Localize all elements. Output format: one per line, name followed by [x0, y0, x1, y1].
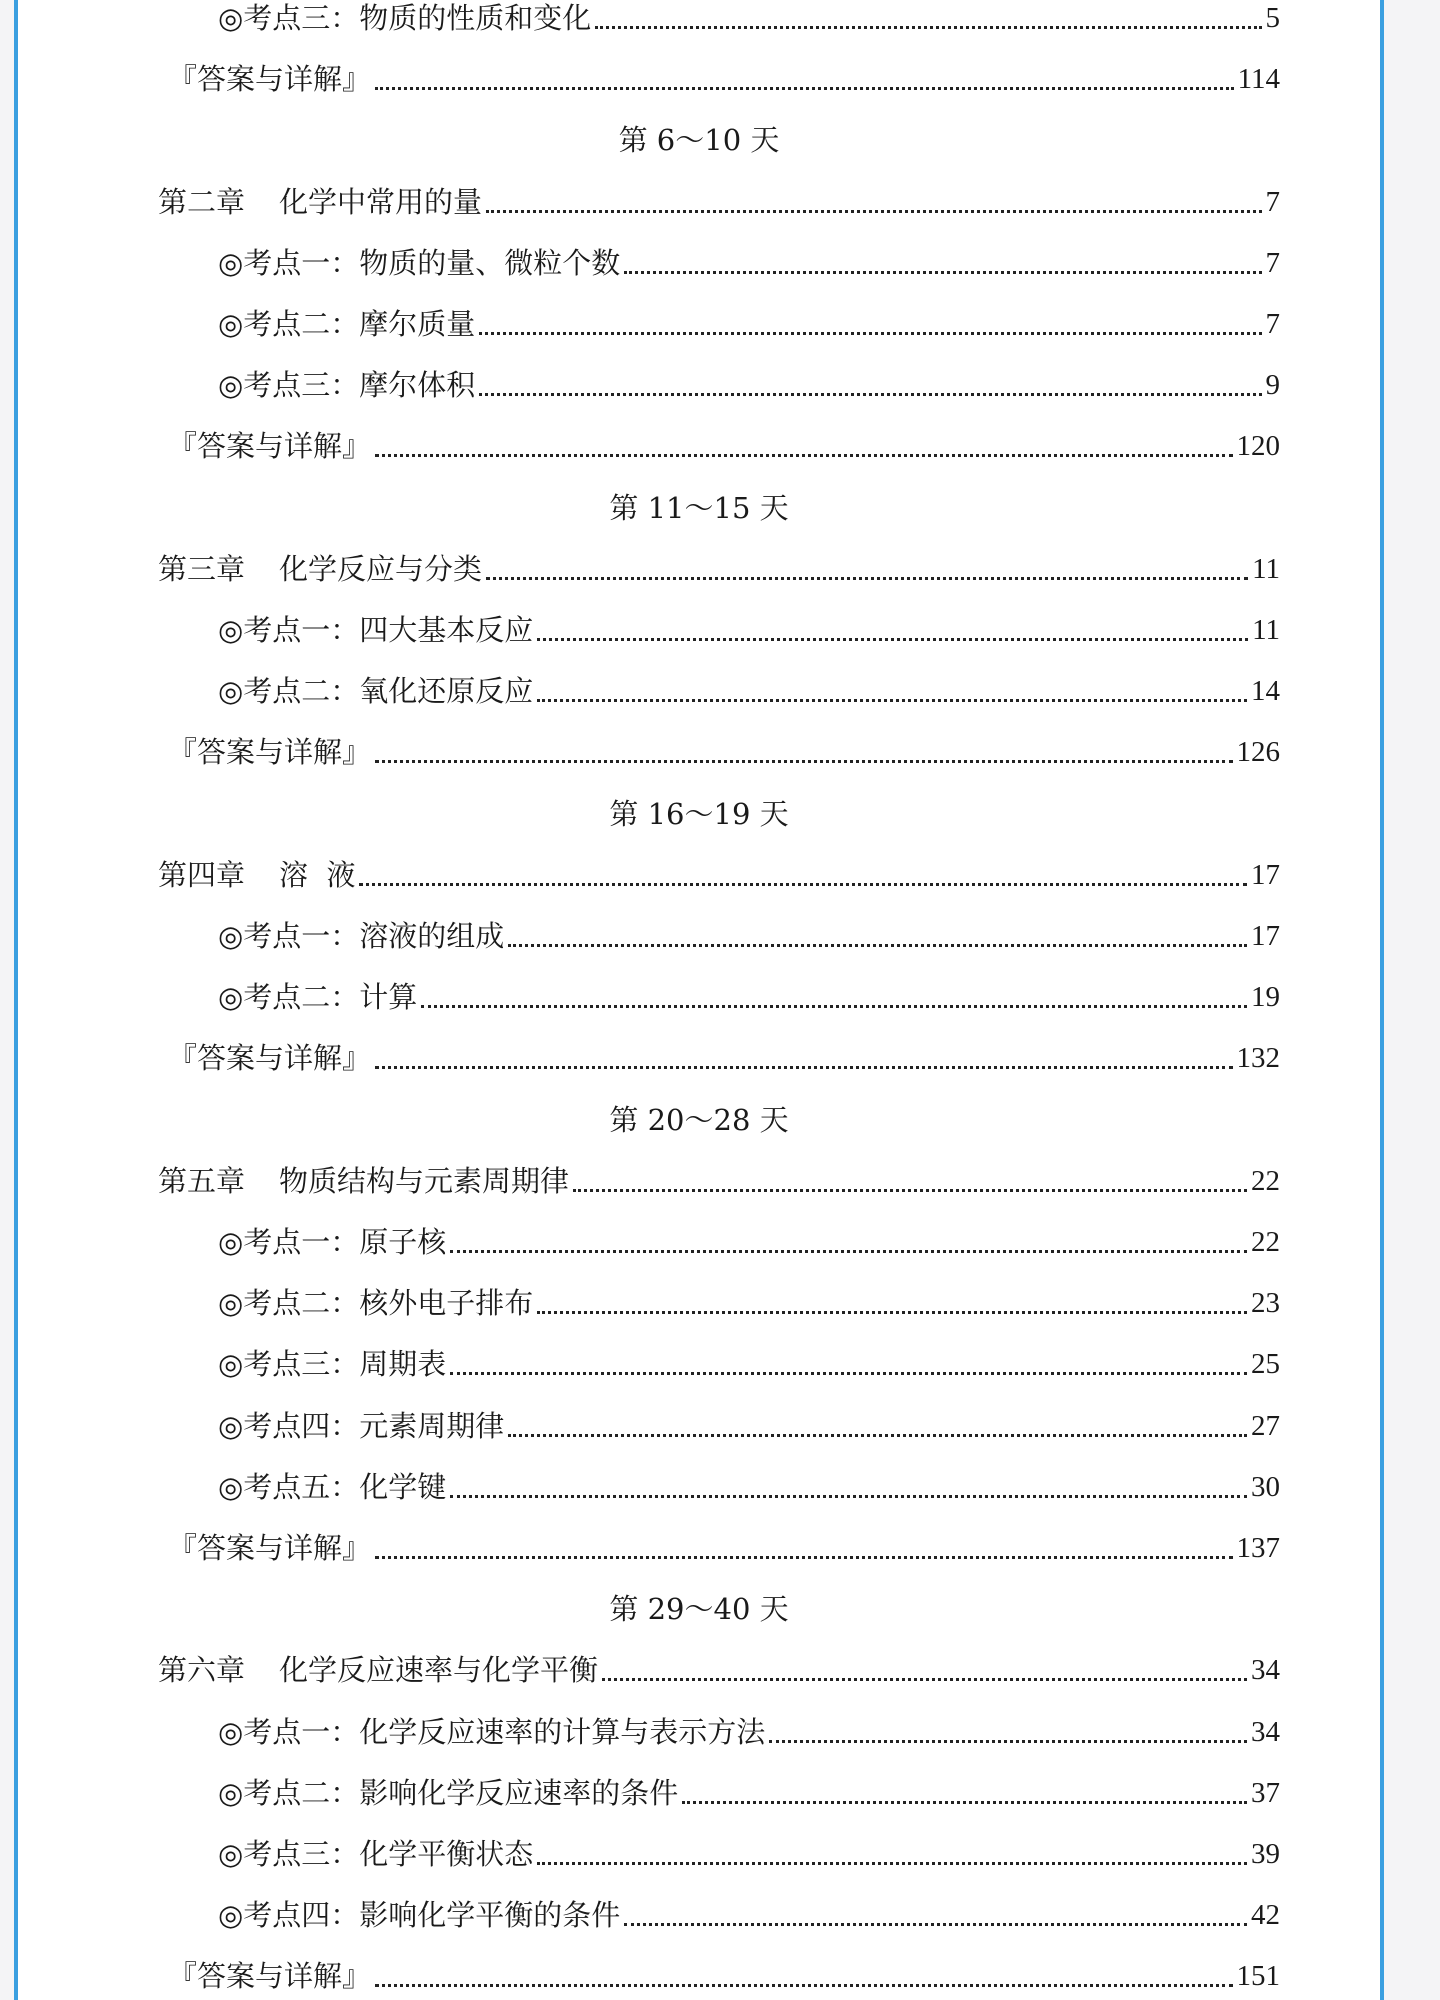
toc-point-entry[interactable]	[218, 304, 1280, 344]
toc-point-entry[interactable]	[218, 1467, 1280, 1507]
page-number: 39	[1251, 1838, 1280, 1870]
point-label: ◎考点三：周期表	[218, 1347, 447, 1382]
point-label: ◎考点二：计算	[218, 980, 418, 1015]
point-label: ◎考点五：化学键	[218, 1469, 447, 1504]
leader-dots	[486, 577, 1248, 580]
point-label: ◎考点一：原子核	[218, 1225, 447, 1259]
chapter-number: 第二章	[158, 184, 246, 219]
leader-dots	[375, 87, 1234, 90]
page-number: 42	[1251, 1899, 1280, 1932]
leader-dots	[450, 1372, 1247, 1375]
answer-label: 『答案与详解』	[168, 735, 372, 770]
page-number: 17	[1251, 920, 1280, 952]
page-number: 114	[1237, 63, 1280, 96]
leader-dots	[486, 210, 1261, 213]
page-number: 34	[1251, 1654, 1280, 1687]
page-number: 34	[1251, 1715, 1280, 1748]
answer-label: 『答案与详解』	[168, 1531, 372, 1565]
leader-dots	[624, 1923, 1247, 1926]
leader-dots	[537, 699, 1247, 702]
page-number: 19	[1251, 981, 1280, 1014]
toc-point-entry[interactable]	[218, 1895, 1280, 1935]
point-label: ◎考点二：氧化还原反应	[218, 674, 534, 709]
leader-dots	[479, 393, 1261, 396]
toc-chapter-entry[interactable]	[158, 1650, 1280, 1690]
page-number: 7	[1265, 308, 1280, 340]
leader-dots	[375, 454, 1232, 457]
chapter-number: 第三章	[158, 551, 246, 586]
day-range-heading: 第 6～10 天	[618, 123, 780, 158]
page-number: 132	[1236, 1042, 1280, 1075]
toc-point-entry[interactable]	[218, 365, 1280, 405]
page-number: 11	[1252, 552, 1280, 585]
point-label: ◎考点三：化学平衡状态	[218, 1837, 534, 1871]
chapter-number: 第四章	[158, 857, 246, 892]
point-label: ◎考点一：四大基本反应	[218, 613, 534, 647]
leader-dots	[573, 1189, 1247, 1192]
leader-dots	[421, 1005, 1247, 1008]
leader-dots	[508, 944, 1247, 947]
page-number: 5	[1265, 2, 1280, 34]
point-label: ◎考点一：物质的量、微粒个数	[218, 245, 621, 280]
toc-answer-entry[interactable]	[168, 732, 1280, 772]
page-number: 37	[1251, 1776, 1280, 1809]
page-number: 22	[1251, 1226, 1280, 1258]
chapter-title: 溶 液	[279, 857, 356, 892]
day-range-heading: 第 11～15 天	[609, 490, 789, 525]
toc-chapter-entry[interactable]	[158, 182, 1280, 222]
toc-point-entry[interactable]	[218, 1712, 1280, 1752]
leader-dots	[769, 1740, 1247, 1743]
page-number: 9	[1265, 369, 1280, 402]
toc-point-entry[interactable]	[218, 1283, 1280, 1323]
leader-dots	[537, 1862, 1247, 1865]
chapter-label	[158, 1650, 598, 1690]
point-label: ◎考点四：元素周期律	[218, 1408, 505, 1443]
page-number: 120	[1236, 430, 1280, 463]
chapter-title: 化学中常用的量	[279, 184, 483, 219]
page-number: 23	[1251, 1287, 1280, 1320]
chapter-title: 化学反应速率与化学平衡	[279, 1653, 599, 1688]
point-label: ◎考点二：核外电子排布	[218, 1286, 534, 1321]
document-page	[14, 0, 1384, 2000]
toc-answer-entry[interactable]	[168, 426, 1280, 466]
leader-dots	[375, 1556, 1232, 1559]
chapter-label	[158, 855, 355, 895]
toc-chapter-entry[interactable]	[158, 855, 1280, 895]
page-number: 11	[1252, 614, 1280, 646]
leader-dots	[359, 883, 1247, 886]
page-number: 126	[1236, 736, 1280, 769]
toc-point-entry[interactable]	[218, 243, 1280, 283]
toc-answer-entry[interactable]	[168, 1956, 1280, 1996]
page-number: 22	[1251, 1164, 1280, 1197]
leader-dots	[624, 271, 1261, 274]
page-number: 7	[1265, 185, 1280, 218]
toc-point-entry[interactable]	[218, 610, 1280, 650]
leader-dots	[375, 1066, 1232, 1069]
leader-dots	[602, 1678, 1247, 1681]
chapter-label	[158, 1161, 569, 1201]
page-number: 7	[1265, 246, 1280, 279]
chapter-title: 化学反应与分类	[279, 551, 483, 586]
point-label: ◎考点三：物质的性质和变化	[218, 1, 592, 35]
toc-point-entry[interactable]	[218, 1344, 1280, 1384]
leader-dots	[450, 1250, 1247, 1253]
day-range-heading: 第 16～19 天	[609, 796, 789, 831]
page-number: 25	[1251, 1348, 1280, 1381]
point-label: ◎考点二：摩尔质量	[218, 307, 476, 341]
leader-dots	[450, 1495, 1247, 1498]
chapter-number: 第六章	[158, 1653, 246, 1688]
toc-point-entry[interactable]	[218, 916, 1280, 956]
page-number: 17	[1251, 858, 1280, 891]
leader-dots	[682, 1801, 1247, 1804]
page-number: 14	[1251, 675, 1280, 708]
toc-answer-entry[interactable]	[168, 1528, 1280, 1568]
leader-dots	[375, 1984, 1232, 1987]
chapter-number: 第五章	[158, 1163, 246, 1198]
leader-dots	[479, 332, 1261, 335]
page-number: 30	[1251, 1470, 1280, 1503]
leader-dots	[595, 26, 1261, 29]
toc-point-entry[interactable]	[218, 1222, 1280, 1262]
day-range-heading: 第 29～40 天	[609, 1592, 789, 1627]
chapter-label	[158, 549, 482, 589]
leader-dots	[537, 1311, 1247, 1314]
leader-dots	[375, 760, 1232, 763]
page-number: 151	[1236, 1960, 1280, 1993]
answer-label: 『答案与详解』	[168, 1041, 372, 1076]
chapter-title: 物质结构与元素周期律	[279, 1163, 570, 1198]
toc-point-entry[interactable]	[218, 1773, 1280, 1813]
day-range-heading: 第 20～28 天	[609, 1102, 789, 1137]
chapter-label	[158, 182, 482, 222]
toc-point-entry[interactable]	[218, 0, 1280, 38]
page-number: 137	[1236, 1532, 1280, 1564]
point-label: ◎考点三：摩尔体积	[218, 368, 476, 403]
toc-answer-entry[interactable]	[168, 59, 1280, 99]
leader-dots	[508, 1434, 1247, 1437]
toc-answer-entry[interactable]	[168, 1038, 1280, 1078]
answer-label: 『答案与详解』	[168, 62, 372, 97]
toc-point-entry[interactable]	[218, 977, 1280, 1017]
toc-point-entry[interactable]	[218, 1834, 1280, 1874]
toc-chapter-entry[interactable]	[158, 1161, 1280, 1201]
toc-chapter-entry[interactable]	[158, 549, 1280, 589]
toc-point-entry[interactable]	[218, 671, 1280, 711]
page-number: 27	[1251, 1409, 1280, 1442]
point-label: ◎考点四：影响化学平衡的条件	[218, 1898, 621, 1933]
answer-label: 『答案与详解』	[168, 1959, 372, 1994]
point-label: ◎考点一：溶液的组成	[218, 919, 505, 953]
leader-dots	[537, 638, 1248, 641]
answer-label: 『答案与详解』	[168, 429, 372, 464]
point-label: ◎考点二：影响化学反应速率的条件	[218, 1775, 679, 1810]
point-label: ◎考点一：化学反应速率的计算与表示方法	[218, 1714, 766, 1749]
toc-point-entry[interactable]	[218, 1406, 1280, 1446]
